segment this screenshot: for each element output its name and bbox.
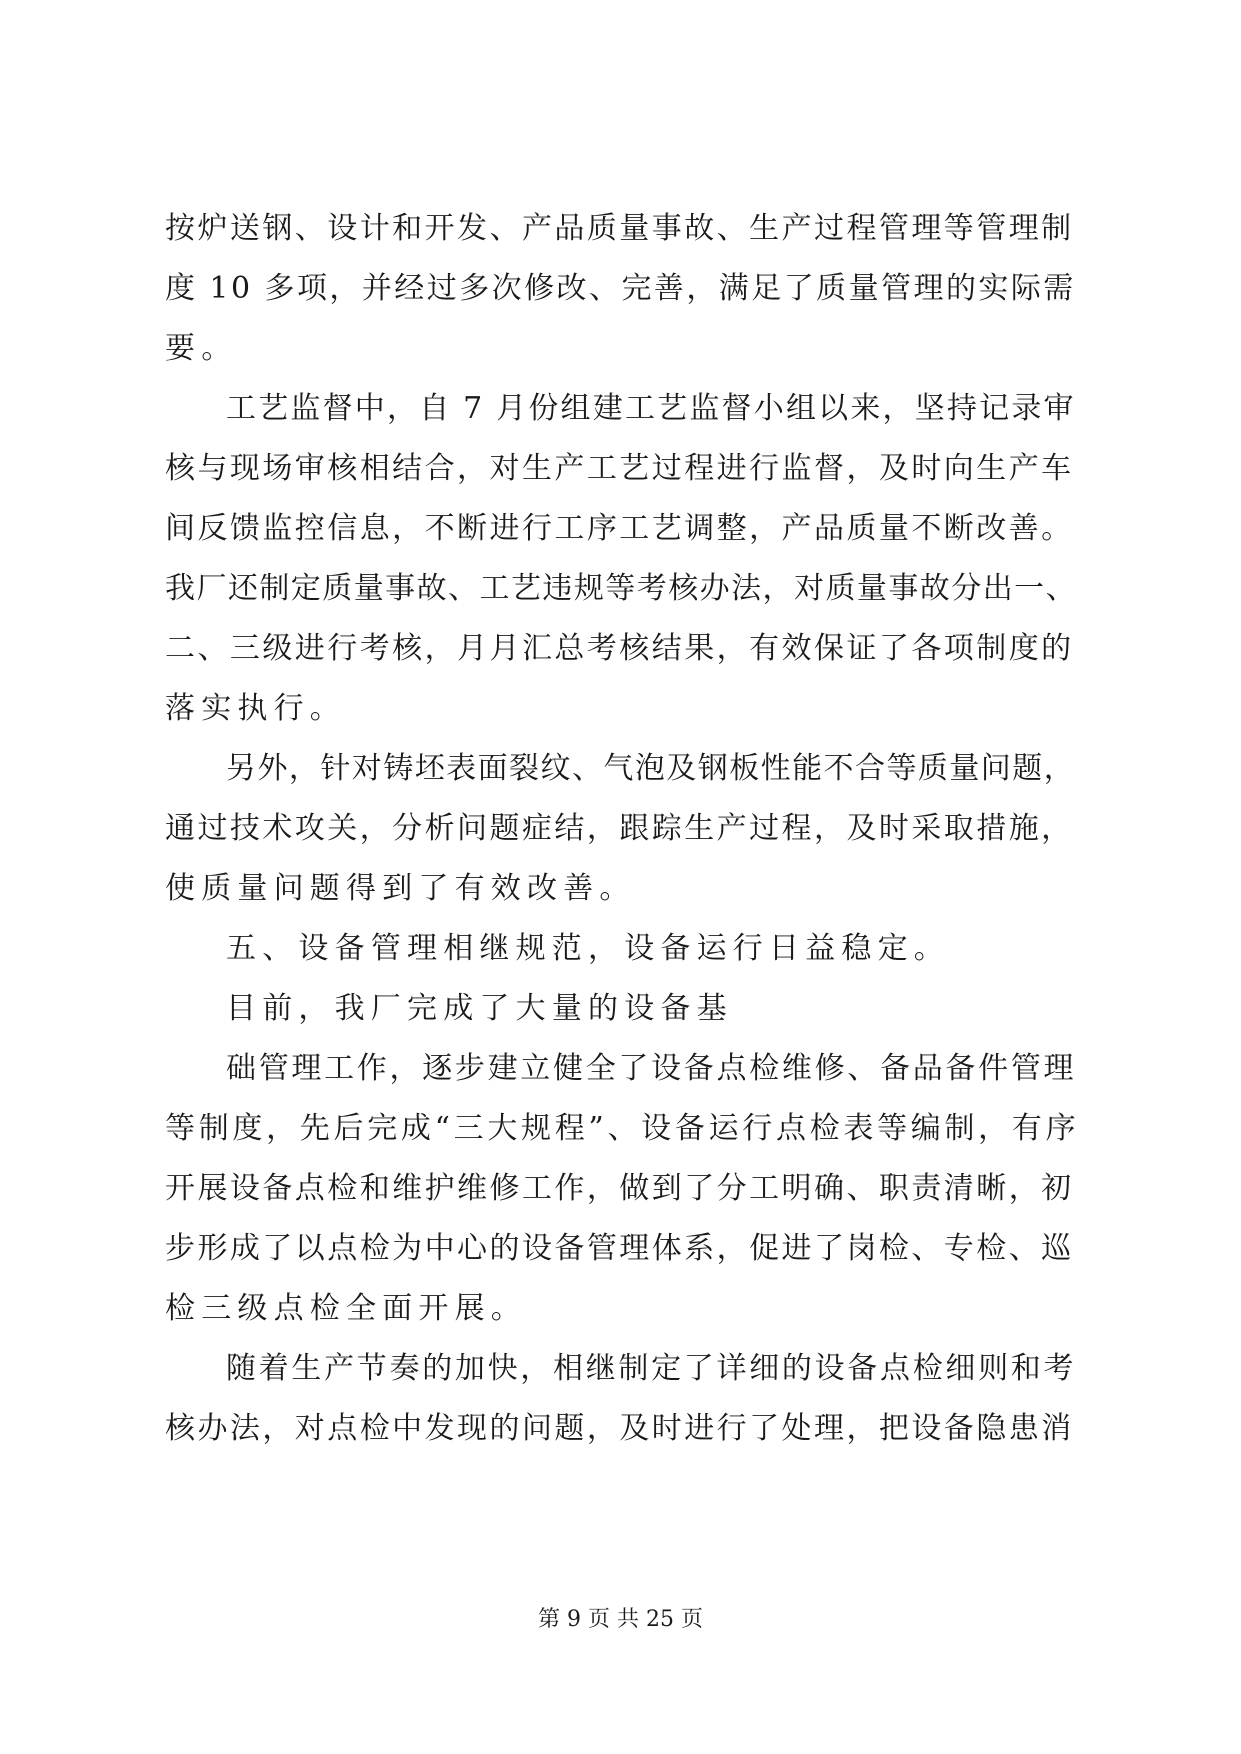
- text-line-5: 核与现场审核相结合，对生产工艺过程进行监督，及时向生产车: [165, 451, 1074, 486]
- text-line-15: 础管理工作，逐步建立健全了设备点检维修、备品备件管理: [226, 1051, 1077, 1086]
- text-line-1: 按炉送钢、设计和开发、产品质量事故、生产过程管理等管理制: [165, 211, 1074, 246]
- text-line-20: 随着生产节奏的加快，相继制定了详细的设备点检细则和考: [226, 1351, 1077, 1386]
- text-line-8: 二、三级进行考核，月月汇总考核结果，有效保证了各项制度的: [165, 631, 1074, 666]
- page-number-footer: 第 9 页 共 25 页: [538, 1607, 703, 1632]
- text-line-13: 五、设备管理相继规范，设备运行日益稳定。: [226, 931, 950, 966]
- text-line-11: 通过技术攻关，分析问题症结，跟踪生产过程，及时采取措施，: [165, 811, 1074, 846]
- text-line-17: 开展设备点检和维护维修工作，做到了分工明确、职责清晰，初: [165, 1171, 1074, 1206]
- text-line-7: 我厂还制定质量事故、工艺违规等考核办法，对质量事故分出一、: [165, 571, 1078, 606]
- text-line-19: 检三级点检全面开展。: [165, 1291, 527, 1326]
- text-line-2: 度 10 多项，并经过多次修改、完善，满足了质量管理的实际需: [165, 271, 1076, 306]
- text-line-14: 目前，我厂完成了大量的设备基: [226, 991, 733, 1026]
- text-line-3: 要。: [165, 331, 238, 366]
- text-line-21: 核办法，对点检中发现的问题，及时进行了处理，把设备隐患消: [165, 1411, 1074, 1446]
- text-line-9: 落实执行。: [165, 691, 346, 726]
- text-line-10: 另外，针对铸坯表面裂纹、气泡及钢板性能不合等质量问题，: [226, 751, 1076, 786]
- text-line-4: 工艺监督中，自 7 月份组建工艺监督小组以来，坚持记录审: [226, 391, 1076, 426]
- text-line-18: 步形成了以点检为中心的设备管理体系，促进了岗检、专检、巡: [165, 1231, 1074, 1266]
- text-line-16: 等制度，先后完成“三大规程”、设备运行点检表等编制，有序: [165, 1111, 1080, 1146]
- text-line-6: 间反馈监控信息，不断进行工序工艺调整，产品质量不断改善。: [165, 511, 1074, 546]
- text-line-12: 使质量问题得到了有效改善。: [165, 871, 636, 906]
